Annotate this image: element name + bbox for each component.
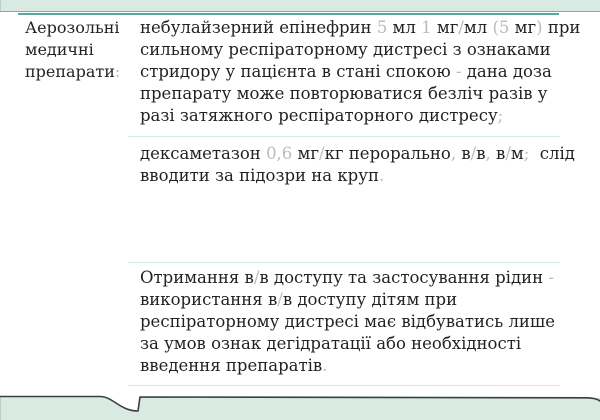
text-line: препарати:	[25, 62, 121, 81]
text-line: респіраторному дистресі має відбуватись лише	[140, 312, 556, 331]
row-divider	[128, 385, 560, 386]
text-line: сильному респіраторному дистресі з ознаками	[140, 40, 551, 59]
text-line: Отримання в/в доступу та застосування рідин -	[140, 268, 554, 287]
text-line: препарату може повторюватися безліч разів у	[140, 84, 548, 103]
bubble-outline	[0, 397, 600, 412]
text-line: стридору у пацієнта в стані спокою - дана доза	[140, 62, 552, 81]
dose-entry-epinephrine	[140, 17, 580, 127]
row-divider	[128, 136, 560, 137]
text-line: введення препаратів.	[140, 356, 328, 375]
text-line: використання в/в доступу дітям при	[140, 290, 458, 309]
text-line: дексаметазон 0,6 мг/кг перорально, в/в, в/м; слід	[140, 144, 575, 163]
note-iv-access	[140, 267, 555, 377]
text-line: небулайзерний епінефрин 5 мл 1 мг/мл (5 мг) при	[140, 18, 581, 37]
bubble-tail-fill	[0, 388, 600, 411]
dose-entry-dexamethasone	[140, 143, 575, 187]
table-top-rule	[18, 13, 559, 15]
text-line: за умов ознак дегідратації або необхідності	[140, 334, 522, 353]
text-line: Аерозольні	[25, 18, 120, 37]
row-divider	[128, 262, 560, 263]
text-line: медичні	[25, 40, 94, 59]
text-line: вводити за підозри на круп.	[140, 166, 385, 185]
bubble-tail	[0, 388, 600, 420]
text-line: разі затяжного респіраторного дистресу;	[140, 106, 504, 125]
row-header-cell	[25, 17, 120, 83]
